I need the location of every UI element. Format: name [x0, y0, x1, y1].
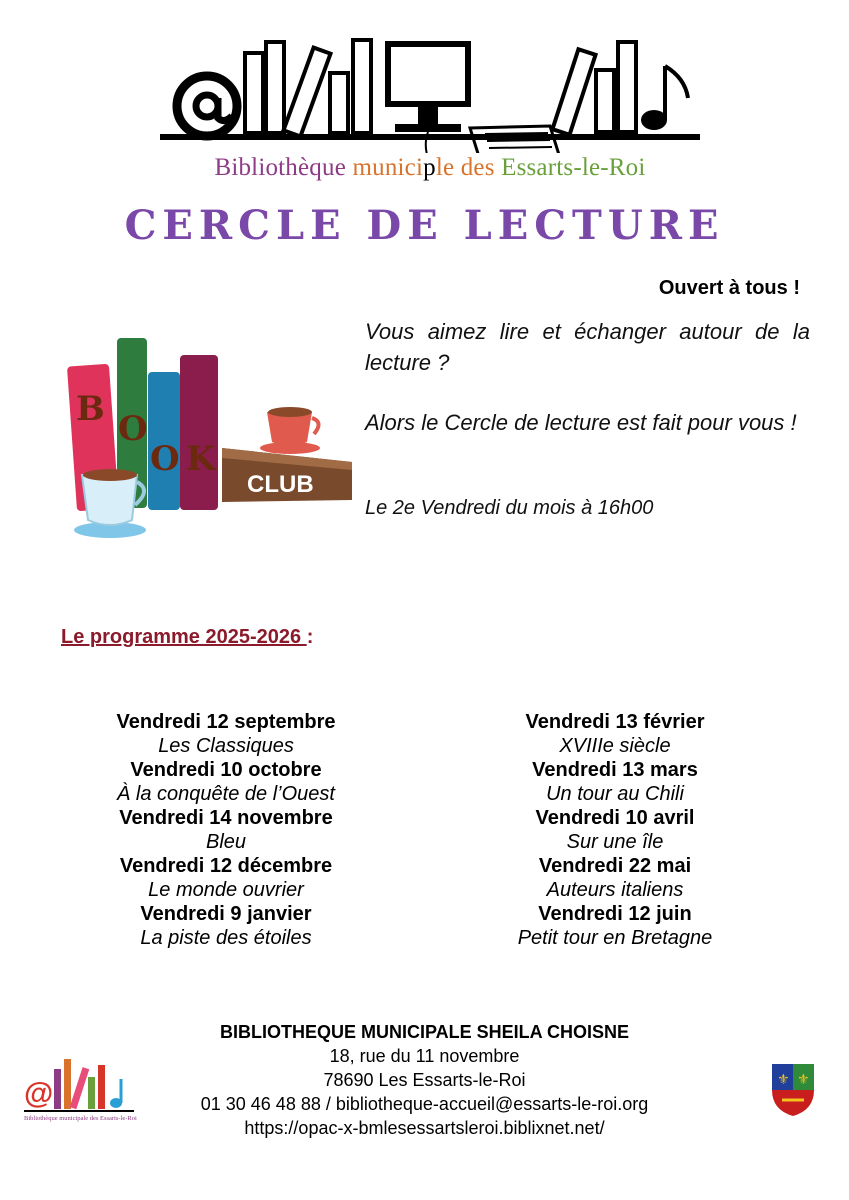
library-name-part: Bibliothèque [214, 154, 353, 181]
session-theme: Le monde ouvrier [148, 879, 304, 901]
session-theme: Bleu [205, 831, 247, 853]
session-date: Vendredi 12 septembre [116, 711, 336, 733]
session-theme: Petit tour en Bretagne [517, 927, 713, 949]
session-date: Vendredi 14 novembre [119, 807, 333, 829]
library-full-name: BIBLIOTHEQUE MUNICIPALE SHEILA CHOISNE [219, 1022, 630, 1042]
books-icon [552, 42, 636, 135]
session-date: Vendredi 22 mai [538, 855, 692, 877]
programme-column-right [475, 710, 755, 950]
programme-column-left [86, 710, 366, 950]
music-note-icon [641, 66, 688, 130]
programme-heading-colon: : [306, 626, 314, 648]
open-to-all-text: Ouvert à tous ! [658, 277, 800, 299]
shelf-line [160, 134, 700, 140]
book-letter: O [118, 409, 148, 449]
session-date: Vendredi 10 avril [535, 807, 695, 829]
session-theme: XVIIIe siècle [559, 735, 671, 757]
session-date: Vendredi 13 février [525, 711, 705, 733]
phone-email[interactable]: 01 30 46 48 88 / bibliotheque-accueil@essarts-le-roi.org [200, 1094, 649, 1114]
programme-heading [61, 626, 313, 649]
club-label: CLUB [247, 471, 314, 498]
address-line: 78690 Les Essarts-le-Roi [323, 1070, 526, 1090]
session-theme: Sur une île [566, 831, 664, 853]
page-title: CERCLE DE LECTURE [124, 202, 725, 249]
book-letter: O [150, 439, 180, 479]
small-library-logo [24, 1055, 144, 1125]
intro-question: Vous aimez lire et échanger autour de la lecture ? [365, 319, 810, 375]
session-theme: À la conquête de l’Ouest [117, 783, 335, 805]
schedule-text: Le 2e Vendredi du mois à 16h00 [365, 497, 654, 519]
session-date: Vendredi 10 octobre [130, 759, 322, 781]
programme-heading-text: Le programme 2025-2026 [61, 626, 307, 648]
library-name [150, 154, 710, 182]
small-logo-caption: Bibliothèque municipale des Essarts-le-Roi [24, 1115, 137, 1122]
book-club-illustration [62, 330, 362, 550]
session-theme: Un tour au Chili [546, 783, 684, 805]
club-book-icon [222, 448, 352, 502]
book-letter: B [76, 389, 105, 429]
catalog-link[interactable]: https://opac-x-bmlesessartsleroi.biblixnet.net/ [244, 1118, 605, 1138]
library-name-part: p [423, 154, 436, 181]
session-date: Vendredi 13 mars [532, 759, 698, 781]
intro-invitation: Alors le Cercle de lecture est fait pour vous ! [365, 410, 797, 435]
library-name-part: Essarts-le-Roi [501, 154, 646, 181]
cup-icon [74, 469, 146, 538]
address-line: 18, rue du 11 novembre [329, 1046, 520, 1066]
svg-text:⚜: ⚜ [797, 1072, 810, 1088]
session-theme: La piste des étoiles [140, 927, 312, 949]
computer-icon [388, 44, 468, 132]
session-date: Vendredi 12 juin [538, 903, 692, 925]
cup-icon [260, 407, 320, 454]
session-theme: Auteurs italiens [546, 879, 684, 901]
library-name-part: le des [435, 154, 502, 181]
library-name-part: munici [352, 154, 424, 181]
town-crest-icon [768, 1060, 818, 1120]
svg-text:⚜: ⚜ [777, 1072, 790, 1088]
session-date: Vendredi 12 décembre [119, 855, 333, 877]
at-sign-icon [177, 76, 237, 136]
books-icon [245, 40, 371, 136]
at-sign-icon: @ [24, 1077, 54, 1110]
session-date: Vendredi 9 janvier [140, 903, 312, 925]
book-letter: K [186, 439, 216, 479]
library-logo [150, 28, 710, 198]
session-theme: Les Classiques [158, 735, 294, 757]
